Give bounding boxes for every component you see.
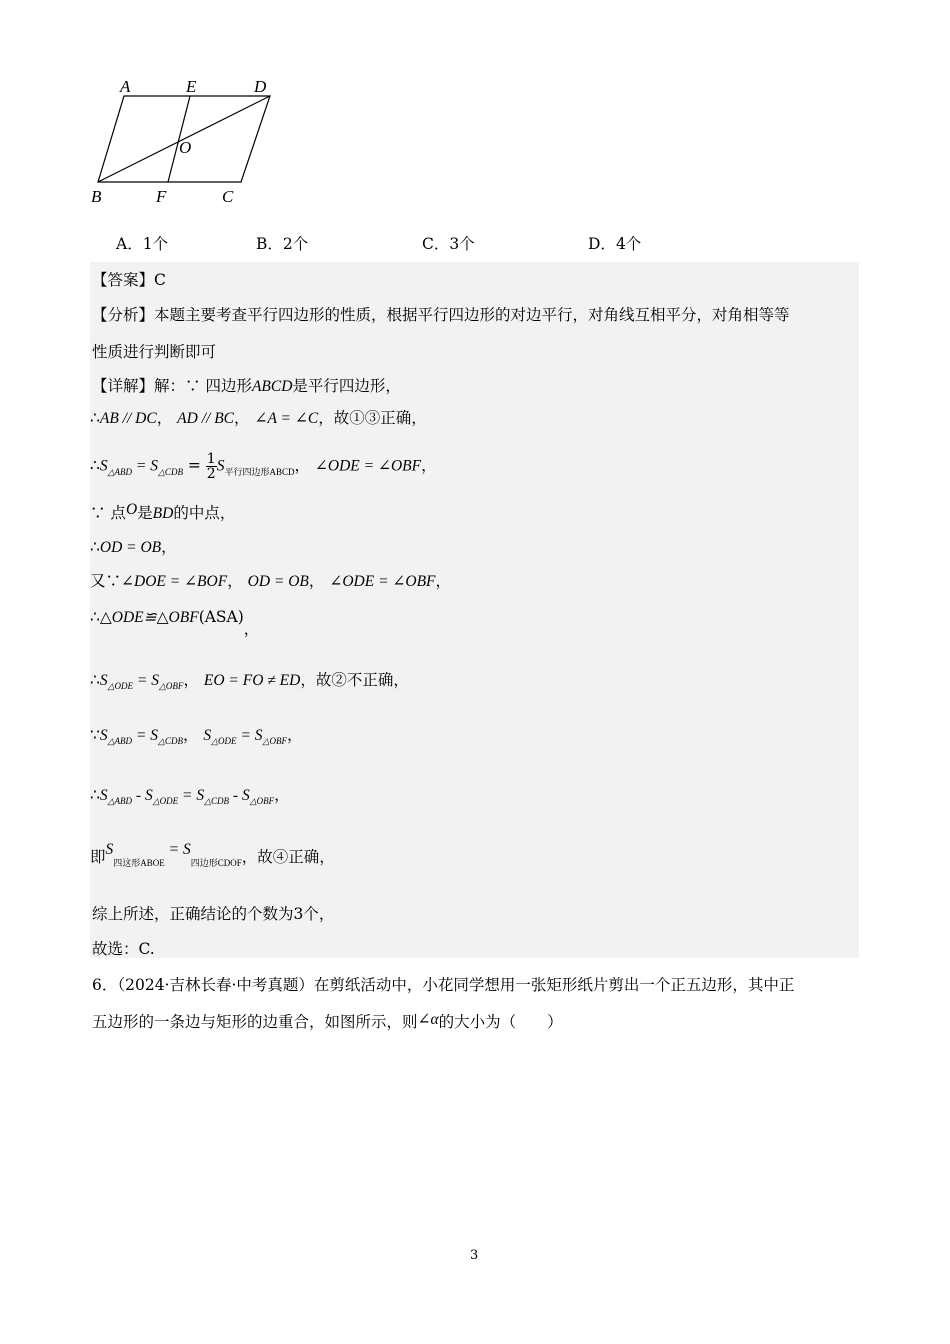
answer-line: 【答案】C [92,271,166,289]
fraction-one-half: $\frac{1}{2}$ [206,451,216,482]
option-a: A．1个 [116,235,169,253]
label-b: B [91,187,102,206]
detail-line-1: 【详解】解：∵ 四边形ABCD是平行四边形， [92,377,401,395]
detail-line-7: ∴△ODE≌△OBF(ASA)， [90,608,260,638]
page-number: 3 [470,1248,479,1263]
detail-line-9: $\because S_{\triangle ABD} = S_{\triangle CDB}$， $S_{\triangle ODE} = S_{\triangle OBF}$， [90,726,303,746]
analysis-line-2: 性质进行判断即可 [92,343,217,361]
label-f: F [156,187,167,206]
detail-line-2: ∴AB // DC， AD // BC， ∠A = ∠C，故①③正确， [90,409,427,427]
detail-line-3: $\therefore S_{\triangle ABD} = S_{\triangle CDB}$ = $\frac{1}{2}$ $S_{平行四边形ABCD}$， ∠ODE = ∠OBF， [90,451,437,482]
question-6-line-1: 6．（2024·吉林长春·中考真题）在剪纸活动中，小花同学想用一张矩形纸片剪出一个正五边形，其中正 [92,976,795,994]
label-d: D [254,77,267,96]
detail-line-6: 又∵∠DOE = ∠BOF， OD = OB， ∠ODE = ∠OBF， [90,572,452,590]
label-e: E [186,77,197,96]
option-d: D．4个 [588,235,642,253]
option-c: C．3个 [422,235,475,253]
label-o: O [179,138,192,157]
parallelogram-figure [86,72,286,212]
detail-line-5: ∴OD = OB， [90,538,177,556]
detail-line-12: 综上所述，正确结论的个数为3个， [92,905,335,923]
option-b: B．2个 [256,235,309,253]
question-6-line-2: 五边形的一条边与矩形的边重合，如图所示，则∠α的大小为（ ） [92,1011,563,1031]
detail-line-11: 即$S_{四这形ABOE} = S_{四边形CDOF}$，故④正确， [90,841,335,868]
detail-line-10: $\therefore S_{\triangle ABD} - S_{\triangle ODE} = S_{\triangle CDB} - S_{\triangle OBF}$， [90,786,290,806]
detail-line-13: 故选：C. [92,940,155,958]
analysis-line-1: 【分析】本题主要考查平行四边形的性质，根据平行四边形的对边平行，对角线互相平分，对角相等等 [92,306,790,324]
detail-line-8: $\therefore S_{\triangle ODE} = S_{\triangle OBF}$， EO = FO ≠ ED，故②不正确， [90,671,409,691]
label-a: A [120,77,131,96]
detail-line-4: ∵ 点O是BD的中点， [90,501,236,522]
label-c: C [222,187,234,206]
